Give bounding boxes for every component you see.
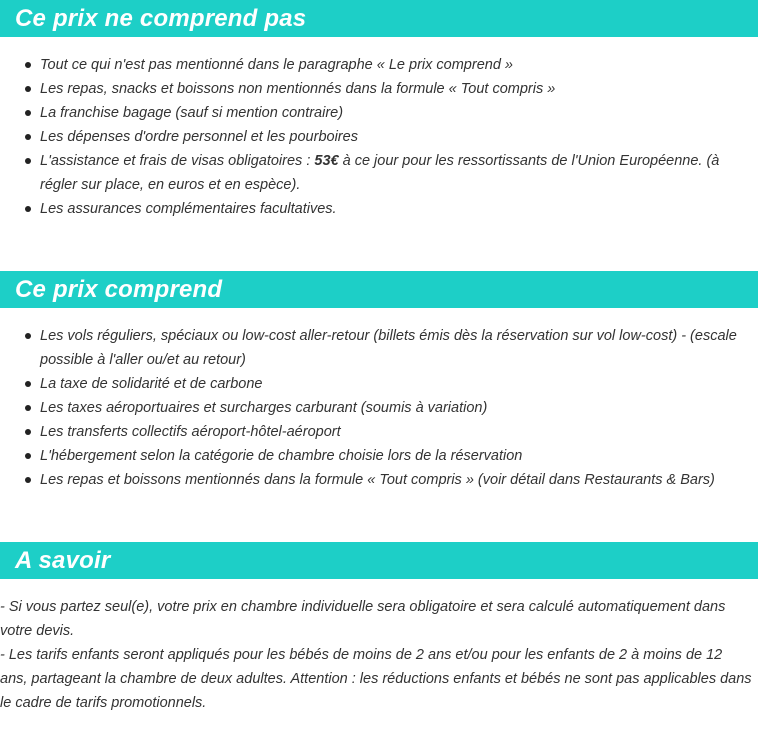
excluded-section-title: Ce prix ne comprend pas (15, 4, 307, 32)
list-item-text: Les dépenses d'ordre personnel et les pourboires (40, 129, 358, 145)
included-section-title: Ce prix comprend (15, 275, 223, 303)
list-item (0, 468, 758, 492)
visa-prefix-text: L'assistance et frais de visas obligatoires : (40, 153, 315, 169)
info-section-header (0, 542, 758, 579)
included-list (0, 324, 758, 492)
list-item (0, 101, 758, 125)
visa-amount: 53€ (314, 153, 339, 169)
list-item (0, 444, 758, 468)
list-item (0, 197, 758, 221)
list-item (0, 53, 758, 77)
list-item-text: Les vols réguliers, spéciaux ou low-cost aller-retour (billets émis dès la réservation sur vol low-cost) - (escale possible à l'aller ou/et au retour) (40, 328, 737, 368)
list-item (0, 396, 758, 420)
bullet-icon (25, 158, 31, 164)
list-item-text: Les assurances complémentaires facultatives. (40, 201, 337, 217)
bullet-icon (25, 110, 31, 116)
list-item-text: Les repas et boissons mentionnés dans la formule « Tout compris » (voir détail dans Restaurants & Bars) (40, 472, 715, 488)
list-item-text: Les transferts collectifs aéroport-hôtel-aéroport (40, 424, 341, 440)
bullet-icon (25, 429, 31, 435)
bullet-icon (25, 477, 31, 483)
info-paragraphs (0, 595, 752, 715)
list-item-text: Tout ce qui n'est pas mentionné dans le paragraphe « Le prix comprend » (40, 57, 513, 73)
excluded-list (0, 53, 758, 221)
list-item (0, 77, 758, 101)
info-paragraph: - Les tarifs enfants seront appliqués pour les bébés de moins de 2 ans et/ou pour les enfants de 2 à moins de 12 ans, partageant la chambre de deux adultes. Attention : les réductions enfants et bébés ne sont pas applicables dans le cadre de tarifs promotionnels. (0, 647, 752, 711)
bullet-icon (25, 206, 31, 212)
info-paragraph: - Si vous partez seul(e), votre prix en chambre individuelle sera obligatoire et sera calculé automatiquement dans votre devis. (0, 599, 726, 639)
info-section-title: A savoir (15, 546, 111, 574)
included-section-header (0, 271, 758, 308)
bullet-icon (25, 381, 31, 387)
bullet-icon (25, 333, 31, 339)
bullet-icon (25, 86, 31, 92)
list-item-text: La franchise bagage (sauf si mention contraire) (40, 105, 344, 121)
list-item-text: Les taxes aéroportuaires et surcharges carburant (soumis à variation) (40, 400, 488, 416)
bullet-icon (25, 134, 31, 140)
list-item (0, 125, 758, 149)
bullet-icon (25, 453, 31, 459)
excluded-section-header (0, 0, 758, 37)
bullet-icon (25, 405, 31, 411)
list-item-text: Les repas, snacks et boissons non mentionnés dans la formule « Tout compris » (40, 81, 556, 97)
list-item (0, 420, 758, 444)
list-item (0, 372, 758, 396)
bullet-icon (25, 62, 31, 68)
list-item-text: La taxe de solidarité et de carbone (40, 376, 263, 392)
list-item-visa (0, 149, 758, 197)
visa-suffix-text: à ce jour pour les ressortissants de l'Union Européenne. (à régler sur place, en euros et en espèce). (40, 153, 720, 193)
list-item (0, 324, 758, 372)
list-item-text: L'hébergement selon la catégorie de chambre choisie lors de la réservation (40, 448, 523, 464)
